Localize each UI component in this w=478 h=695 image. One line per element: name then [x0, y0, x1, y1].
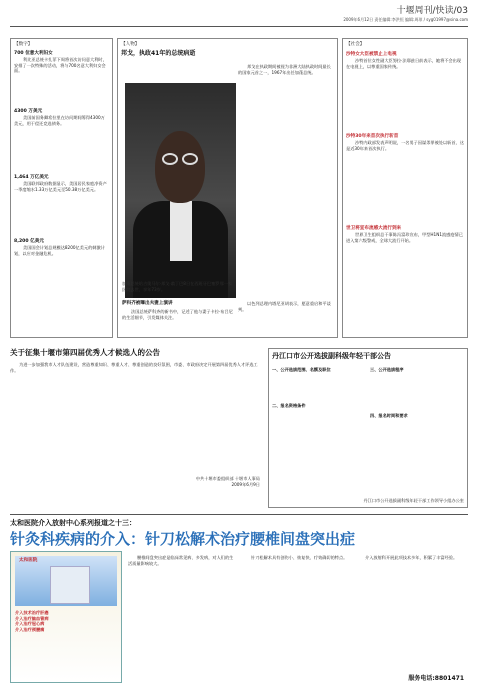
recruit-title: 丹江口市公开选拔副科级年轻干部公告: [272, 352, 391, 360]
masthead: [258, 6, 468, 22]
hospital-building-image: [15, 556, 117, 606]
hospital-feature: [10, 514, 468, 686]
number-item-title: 1,464 万亿美元: [14, 175, 49, 180]
headline: 邦戈，执政41年的总统病逝: [121, 50, 196, 57]
ad-lines: [15, 610, 117, 632]
number-item-title: 8,200 亿美元: [14, 239, 44, 244]
number-item-body: 美国国会计划总规模达8200亿美元的刺激计划，以应对金融危机。: [14, 245, 105, 256]
notice-title: 关于征集十堰市第四届优秀人才候选人的公告: [10, 348, 160, 357]
masthead-title: 十堰周刊/快读/03: [396, 6, 468, 16]
number-item-body: 美国前国务卿希拉里在访问期间筹得4300万美元，用于偿还竞选债务。: [14, 115, 105, 126]
recruit-section-title: 三、公开选拔程序: [370, 367, 404, 372]
section-tag: 【社会】: [346, 42, 365, 47]
brief-body: 沙特内政部发表声明说，一名男子因谋杀罪被处以斩首，这是近30年来首次执行。: [346, 140, 464, 151]
recruit-left-col: [272, 367, 366, 408]
photo-glasses-left: [162, 153, 178, 165]
middle-column: [117, 38, 338, 338]
article-body: 邦戈在执政期间被视为非洲大陆执政时间最长的国家元首之一，1967年出任加蓬总统。: [238, 64, 331, 75]
ad-line: 介入治疗脑血管病: [15, 615, 49, 621]
brief-title: 世卫将宣布流感大流行到来: [346, 226, 402, 231]
section-tag: 【数字】: [14, 42, 33, 47]
hotline: 服务电话:8801471: [408, 675, 464, 682]
photo-caption: 加蓬总统哈吉奥马尔·邦戈·翁丁巴8日在西班牙巴塞罗那一家医院去世，享年73岁。: [122, 281, 233, 292]
hospital-ad: [10, 551, 122, 683]
ad-line: 介入治疗冠心病: [15, 621, 45, 627]
recruit-notice: [268, 348, 468, 508]
feature-body: 腰椎间盘突出症是临床常见病、多发病，对人们的生活质量影响较大。: [128, 555, 234, 566]
left-column: [10, 38, 113, 338]
photo-head: [155, 131, 205, 203]
ad-line: 介入技术治疗肝癌: [15, 610, 49, 615]
building-icon: [50, 566, 90, 604]
notice-signature: 中共十堰市委组织部 十堰市人事局: [195, 476, 260, 481]
right-column: [342, 38, 468, 338]
number-item-body: 美国联邦政府数据显示，美国居民家庭净资产一季度缩水1.33万亿美元至50.38万亿美元。: [14, 181, 107, 192]
masthead-meta: 2009年6月12日 责任编辑:李洪恒 编辑:周琼 / syg01997@sina.com: [343, 17, 468, 22]
number-item-body: 利比亚总统卡扎菲下周将首次访问意大利时，安排了一次特殊的活动，将与700名意大利妇女会面。: [14, 57, 107, 74]
talent-notice: [10, 348, 260, 508]
hospital-name: 太和医院: [19, 558, 38, 563]
feature-headline: 针灸科疾病的介入：针刀松解术治疗腰椎间盘突出症: [10, 530, 356, 548]
portrait-photo: [125, 83, 236, 298]
recruit-section-title: 一、公开选拔范围、名额及职位: [272, 367, 331, 372]
ad-line: 介入治疗颈腰痛: [15, 626, 45, 632]
photo-glasses-right: [182, 153, 198, 165]
number-item-title: 700 位意大利妇女: [14, 51, 53, 56]
section-tag: 【人物】: [121, 42, 140, 47]
numbers-list: [14, 51, 109, 295]
brief-title: 沙特女大臣被禁止上电视: [346, 52, 397, 57]
number-item-title: 4300 万美元: [14, 109, 43, 114]
article-body-2: 以色列总理内塔尼亚胡表示，愿意重启和平谈判。: [238, 301, 331, 312]
recruit-footer: 丹江口市公开选拔副科级年轻干部工作领导小组办公室: [363, 498, 464, 504]
brief-body: 世界卫生组织总干事陈冯富珍宣布，甲型H1N1流感疫情已进入第六级警戒，全球大流行开始。: [346, 232, 463, 243]
brief-body: 沙特首位女性副大臣努拉·法耶兹日前表示，她将不会出现在电视上，以尊重国家传统。: [346, 58, 462, 69]
recruit-section-title: 二、报名资格条件: [272, 402, 306, 408]
feature-body: 介入放射科开展此项技术多年，积累了丰富经验。: [365, 555, 458, 560]
sub-headline: 萨科齐被曝出夫妻上演讲: [122, 301, 173, 306]
top-rule: [10, 26, 468, 27]
photo-shirt: [170, 201, 192, 261]
recruit-right-col: [370, 367, 464, 418]
recruit-section-title: 四、报名时间和要求: [370, 412, 408, 418]
brief-title: 沙特30年来首次执行斩首: [346, 134, 399, 139]
notice-date: 2009年6月9日: [231, 481, 260, 487]
notice-body: 为进一步加强我市人才队伍建设，营造尊重知识、尊重人才、尊重创造的良好氛围，市委、市政府决定开展第四届优秀人才评选工作。: [10, 362, 258, 373]
feature-kicker: 太和医院介入放射中心系列报道之十三：: [10, 519, 136, 527]
feature-body: 针刀松解术具有创伤小、恢复快、疗效确切的特点。: [251, 555, 348, 560]
sub-article-body: 法国总统萨科齐的新书中，记述了他与妻子卡拉·布吕尼的生活细节，引发媒体关注。: [122, 309, 233, 320]
